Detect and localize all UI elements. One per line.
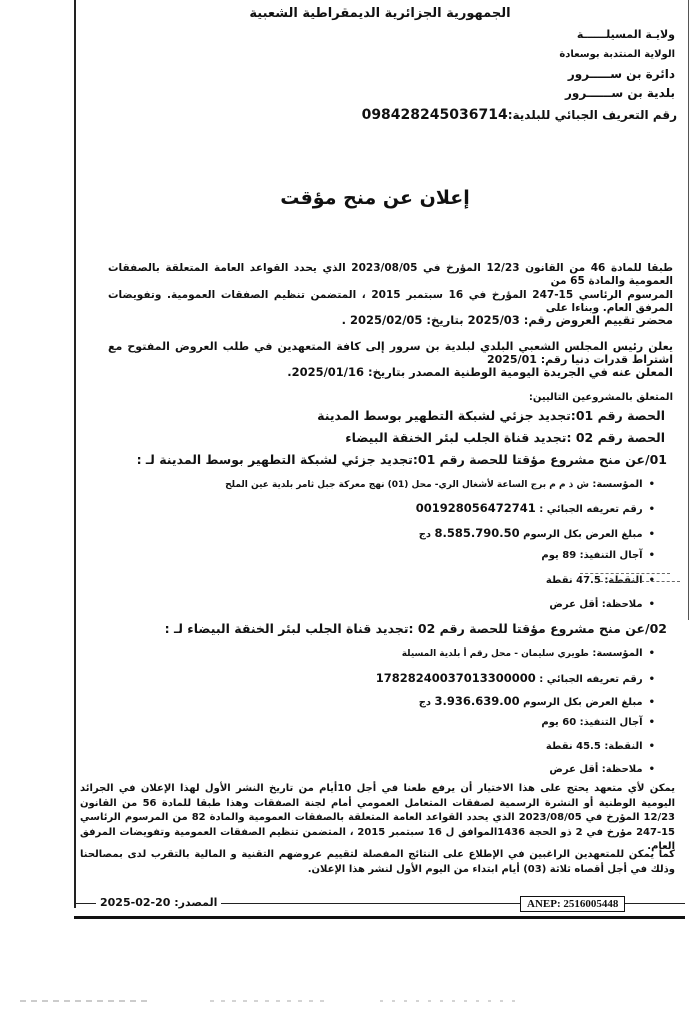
bullet: • — [648, 674, 655, 685]
wilaya-line: ولايـة المسيلــــــة — [576, 28, 675, 41]
bullet: • — [648, 550, 655, 561]
bullet: • — [648, 764, 655, 775]
award-2-amount: •مبلغ العرض بكل الرسوم 3.936.639.00 دج — [418, 694, 655, 708]
award-2-nif: •رقم تعريفه الجبائي : 17828240037013300000 — [375, 671, 655, 685]
lot-1-title: الحصة رقم 01:تجديد جزئي لشبكة التطهير بوسط المدينة — [317, 408, 665, 423]
source-date: المصدر: 20-02-2025 — [96, 896, 221, 909]
bullet: • — [648, 479, 655, 490]
commune-nif-label: رقم التعريف الجبائي للبلدية: — [507, 108, 677, 122]
notice-title: إعلان عن منح مؤقت — [280, 187, 470, 209]
republic-header: الجمهورية الجزائرية الديمقراطية الشعبية — [249, 6, 511, 21]
award-2-note: •ملاحظة: أقل عرض — [549, 764, 655, 775]
bullet: • — [648, 741, 655, 752]
award-2-company: •المؤسسة: طويري سليمان - محل رقم أ بلدية المسيلة — [401, 648, 655, 659]
award-2-heading: 02/عن منح مشروع مؤقتا للحصة رقم 02 :تجديد قناة الجلب لبئر الخنقة البيضاء لـ : — [164, 621, 667, 636]
intro-line-4: يعلن رئيس المجلس الشعبي البلدي لبلدية بن سرور إلى كافة المتعهدين في طلب العروض المفتوح مع اشتراط قدرات دنيا رقم: 2025/01 — [108, 340, 673, 367]
intro-line-2: المرسوم الرئاسي 15-247 المؤرخ في 16 سبتمبر 2015 ، المتضمن تنظيم الصفقات العمومية. وتفويضات المرفق العام. وبناءا على — [108, 289, 673, 314]
commune-nif-value: 098428245036714 — [361, 107, 508, 123]
intro-line-3: محضر تقييم العروض رقم: 2025/03 بتاريخ: 2025/02/05 . — [341, 313, 673, 327]
award-1-nif: •رقم تعريفه الجبائي : 001928056472741 — [415, 501, 655, 515]
bullet: • — [648, 648, 655, 659]
scan-artifacts — [0, 996, 695, 1006]
bullet: • — [648, 529, 655, 540]
right-border-line — [688, 0, 689, 620]
bullet: • — [648, 697, 655, 708]
daira-line: دائرة بن ســـــرور — [567, 67, 675, 81]
award-2-score: •النقطة: 45.5 نقطة — [545, 741, 655, 752]
results-consultation-paragraph: كما يمكن للمتعهدين الراغبين في الإطلاع على النتائج المفصلة لتقييم عروضهم التقنية و المالية بالتقرب لدى بمصالحنا وذلك في أجل أقصاه ثلاثة (03) أيام ابتداء من اليوم الأول لنشر هذا الإعلان. — [80, 849, 675, 875]
award-2-delay: •آجال التنفيذ: 60 يوم — [541, 717, 655, 728]
bullet: • — [648, 599, 655, 610]
scan-dash-line — [600, 581, 680, 582]
appeal-paragraph: يمكن لأي متعهد يحتج على هذا الاختيار أن يرفع طعنا في أجل 10أيام من تاريخ النشر الأول لهذا الإعلان في الجرائد اليومية الوطنية أو النشرة الرسمية لصفقات المتعامل العمومي أمام لجنة الصفقات وهذا طبقا للمادة 56 من القانون 12/23 المؤرخ في 2023/08/05 الذي يحدد القواعد العامة المتعلقة بالصفقات العمومية والمادة 82 من المرسوم الرئاسي 15-247 مؤرخ في 2 ذو الحجة 1436الموافق ل 16 سبتمبر 2015 ، المتضمن تنظيم الصفقات العمومية وتفويضات المرفق العام. — [80, 783, 676, 852]
bullet: • — [648, 504, 655, 515]
anep-reference: ANEP: 2516005448 — [520, 896, 625, 912]
award-1-score: •النقطة: 47.5 نقطة — [545, 575, 655, 586]
intro-line-5: المعلن عنه في الجريدة اليومية الوطنية المصدر بتاريخ: 2025/01/16. — [287, 365, 673, 379]
delegate-wilaya-line: الولاية المنتدبة بوسعادة — [559, 49, 675, 60]
lot-2-title: الحصة رقم 02 :تجديد قناة الجلب لبئر الخنقة البيضاء — [345, 430, 665, 445]
bullet: • — [648, 575, 655, 586]
award-1-heading: 01/عن منح مشروع مؤقتا للحصة رقم 01:تجديد جزئي لشبكة التطهير بوسط المدينة لـ : — [136, 452, 667, 467]
commune-nif — [362, 107, 677, 123]
projects-label: المتعلق بالمشروعين التاليين: — [528, 392, 673, 403]
left-border-line — [74, 0, 76, 908]
award-1-delay: •آجال التنفيذ: 89 يوم — [541, 550, 655, 561]
commune-line: بلدية بن ســــــرور — [564, 86, 675, 100]
footer-thick-rule — [74, 916, 685, 919]
award-1-amount: •مبلغ العرض بكل الرسوم 8.585.790.50 دج — [418, 526, 655, 540]
bullet: • — [648, 717, 655, 728]
intro-line-1: طبقا للمادة 46 من القانون 12/23 المؤرخ في 2023/08/05 الذي يحدد القواعد العامة المتعلقة بالصفقات العمومية والمادة 65 من — [108, 262, 673, 287]
scan-dash-line — [580, 573, 670, 574]
award-1-note: •ملاحظة: أقل عرض — [549, 599, 655, 610]
award-1-company: •المؤسسة: ش ذ م م برج الساعة لأشغال الري- محل (01) نهج معركة جبل ثامر بلدية عين الملح — [225, 479, 655, 490]
